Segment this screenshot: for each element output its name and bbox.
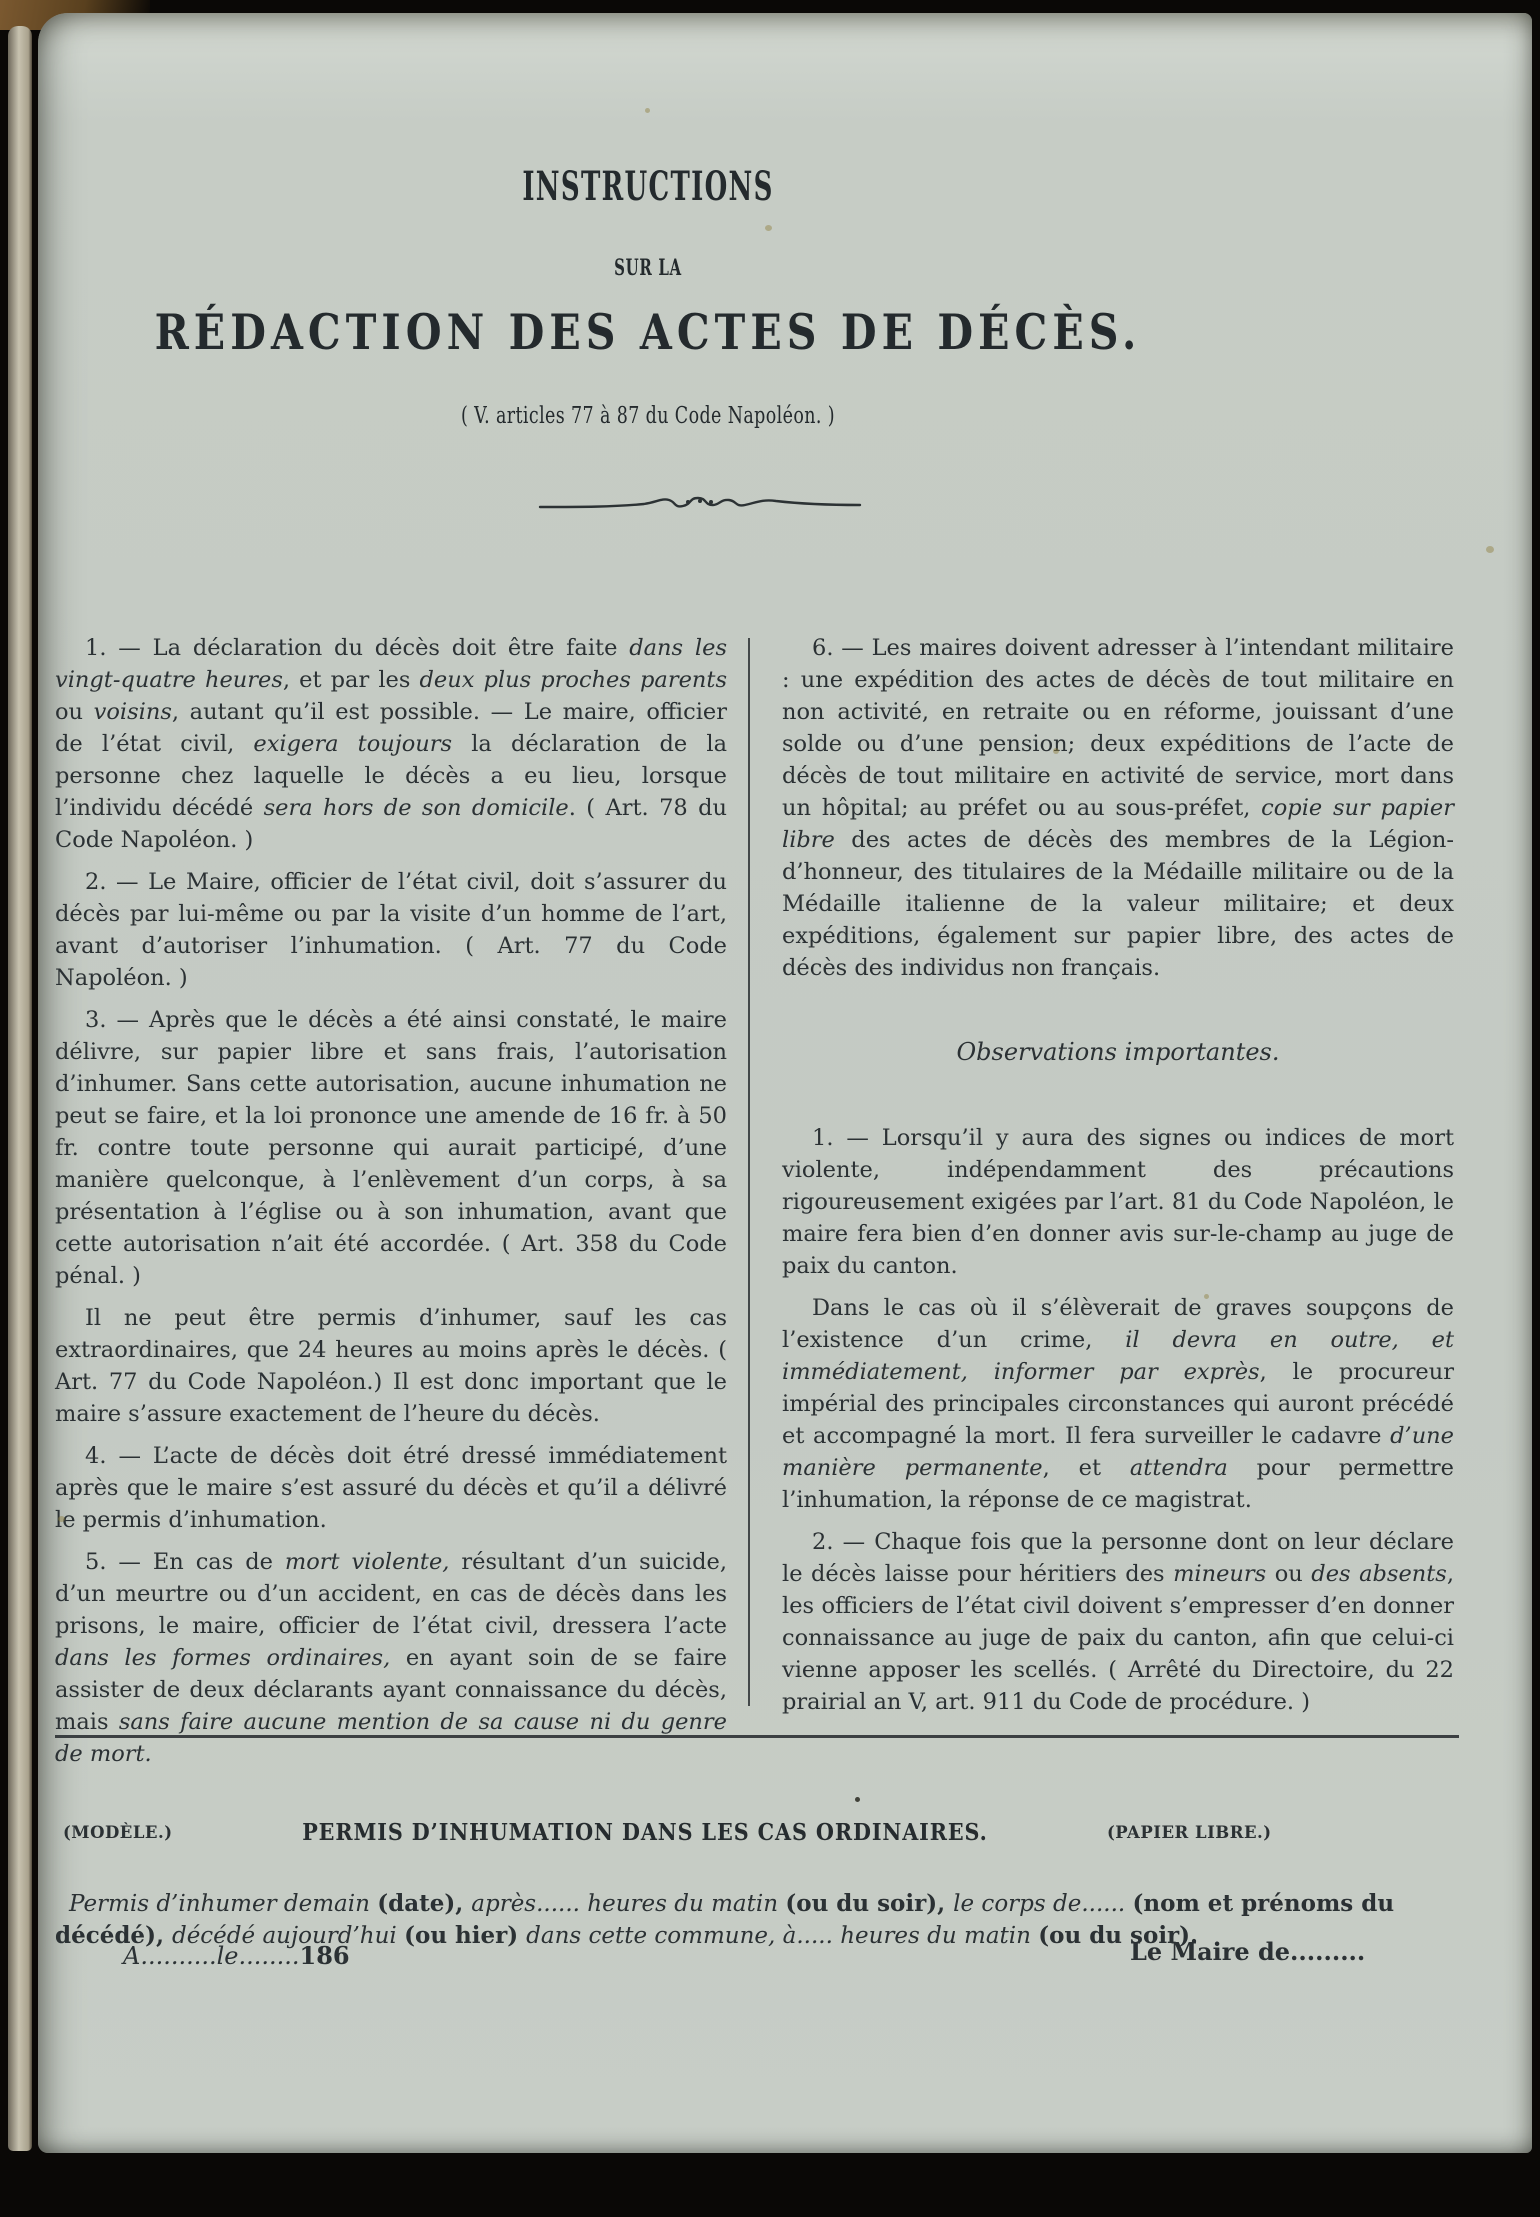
document-page bbox=[38, 13, 1532, 2153]
permit-dateline: A..........le........186 bbox=[123, 1941, 350, 1970]
code-reference: ( V. articles 77 à 87 du Code Napoléon. ) bbox=[461, 403, 835, 429]
permit-signature: Le Maire de......... bbox=[1130, 1937, 1366, 1966]
section-rule bbox=[55, 1735, 1459, 1738]
left-column bbox=[55, 632, 727, 1780]
foxing-speck bbox=[1053, 748, 1059, 754]
paper-libre-label: (PAPIER LIBRE.) bbox=[1107, 1823, 1272, 1842]
permit-model-text: Permis d’inhumer demain (date), après...... heures du matin (ou du soir), le corps de...... (nom et prénoms du décédé), décédé aujourd’hui (ou hier) dans cette commune, à..... heures du matin (ou du soir). bbox=[55, 1890, 1395, 1949]
foxing-speck bbox=[1204, 1294, 1209, 1299]
divider-flourish-icon bbox=[538, 491, 862, 517]
instruction-5: 5. — En cas de mort violente, résultant d’un suicide, d’un meurtre ou d’un accident, en cas de décès dans les prisons, le maire, officier de l’état civil, dressera l’acte dans les formes ordinaires, en ayant soin de se faire assister de deux déclarants ayant connaissance du décès, mais sans faire aucune mention de sa cause ni du genre de mort. bbox=[55, 1549, 727, 1767]
right-column bbox=[782, 632, 1454, 1728]
permit-title: PERMIS D’INHUMATION DANS LES CAS ORDINAIRES. bbox=[302, 1819, 988, 1846]
column-divider-rule bbox=[748, 638, 750, 1706]
ink-speck bbox=[855, 1797, 860, 1802]
instruction-1: 1. — La déclaration du décès doit être faite dans les vingt-quatre heures, et par les deux plus proches parents ou voisins, autant qu’il est possible. — Le maire, officier de l’état civil, exigera toujours la déclaration de la personne chez laquelle le décès a eu lieu, lorsque l’individu décédé sera hors de son domicile. ( Art. 78 du Code Napoléon. ) bbox=[55, 635, 728, 853]
instruction-6: 6. — Les maires doivent adresser à l’intendant militaire : une expédition des actes de décès de tout militaire en non activité, en retraite ou en réforme, jouissant d’une solde ou d’une pension; deux expéditions de l’acte de décès de tout militaire en activité de service, mort dans un hôpital; au préfet ou au sous-préfet, copie sur papier libre des actes de décès des membres de la Légion-d’honneur, des titulaires de la Médaille militaire ou de la Médaille italienne de la valeur militaire; et deux expéditions, également sur papier libre, des actes de décès des individus non français. bbox=[782, 635, 1454, 981]
instruction-4: 4. — L’acte de décès doit étré dressé immédiatement après que le maire s’est assuré du décès et qu’il a délivré le permis d’inhumation. bbox=[55, 1443, 727, 1533]
observation-1-continued: Dans le cas où il s’élèverait de graves soupçons de l’existence d’un crime, il devra en outre, et immédiatement, informer par exprès, le procureur impérial des principales circonstances qui auront précédé et accompagné la mort. Il fera surveiller le cadavre d’une manière permanente, et attendra pour permettre l’inhumation, la réponse de ce magistrat. bbox=[782, 1295, 1455, 1513]
instruction-2: 2. — Le Maire, officier de l’état civil, doit s’assurer du décès par lui-même ou par la visite d’un homme de l’art, avant d’autoriser l’inhumation. ( Art. 77 du Code Napoléon. ) bbox=[55, 869, 727, 991]
instruction-3: 3. — Après que le décès a été ainsi constaté, le maire délivre, sur papier libre et sans frais, l’autorisation d’inhumer. Sans cette autorisation, aucune inhumation ne peut se faire, et la loi prononce une amende de 16 fr. à 50 fr. contre toute personne qui aurait participé, d’une manière quelconque, à l’enlèvement d’un corps, à sa présentation à l’église ou à son inhumation, avant que cette autorisation n’ait été accordée. ( Art. 358 du Code pénal. ) bbox=[55, 1007, 727, 1289]
observations-heading: Observations importantes. bbox=[956, 1038, 1280, 1066]
main-title: RÉDACTION DES ACTES DE DÉCÈS. bbox=[154, 303, 1142, 361]
observation-1: 1. — Lorsqu’il y aura des signes ou indices de mort violente, indépendamment des précautions rigoureusement exigées par l’art. 81 du Code Napoléon, le maire fera bien d’en donner avis sur-le-champ au juge de paix du canton. bbox=[782, 1125, 1454, 1279]
foxing-speck bbox=[1486, 546, 1494, 553]
book-fore-edge bbox=[8, 26, 32, 2151]
observation-2: 2. — Chaque fois que la personne dont on leur déclare le décès laisse pour héritiers des mineurs ou des absents, les officiers de l’état civil doivent s’empresser d’en donner connaissance au juge de paix du canton, afin que celui-ci vienne apposer les scellés. ( Arrêté du Directoire, du 22 prairial an V, art. 911 du Code de procédure. ) bbox=[782, 1529, 1454, 1715]
instruction-3-continued: Il ne peut être permis d’inhumer, sauf les cas extraordinaires, que 24 heures au moins après le décès. ( Art. 77 du Code Napoléon.) Il est donc important que le maire s’assure exactement de l’heure du décès. bbox=[55, 1305, 727, 1427]
model-label: (MODÈLE.) bbox=[63, 1823, 173, 1842]
foxing-speck bbox=[765, 225, 772, 231]
header-sur-la: SUR LA bbox=[614, 255, 682, 281]
foxing-speck bbox=[645, 108, 650, 113]
page-title: INSTRUCTIONS bbox=[522, 163, 774, 210]
foxing-speck bbox=[58, 1516, 65, 1522]
